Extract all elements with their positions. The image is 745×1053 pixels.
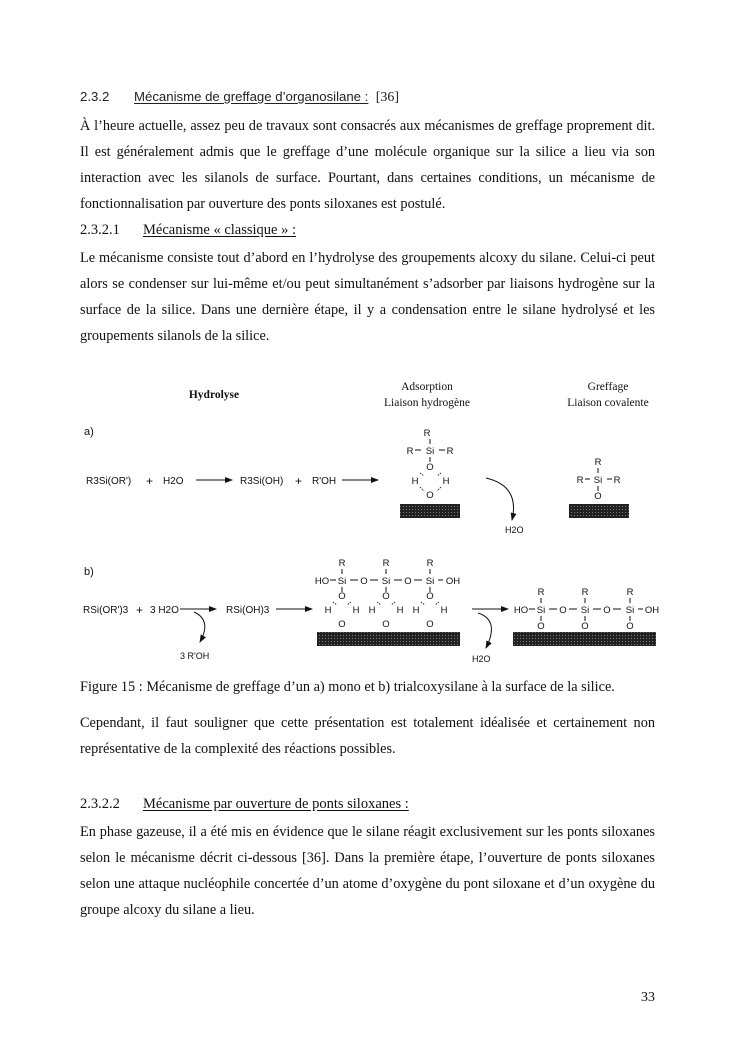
figure-caption: Figure 15 : Mécanisme de greffage d’un a) mono et b) trialcoxysilane à la surface de la silice.	[80, 679, 615, 695]
paragraph-siloxanes: En phase gazeuse, il a été mis en évidence que le silane réagit exclusivement sur les ponts siloxanes selon le mécanisme décrit ci-dessous [36]. Dans la première étape, l’ouverture de ponts siloxanes selon une attaque nucléophile concertée d’un atome d’oxygène du pont siloxane et d’un oxygène du groupe alcoxy du silane a lieu.	[80, 824, 655, 918]
row-a-plus-1: +	[146, 474, 154, 488]
svg-text:R: R	[537, 587, 545, 598]
svg-text:HO: HO	[513, 605, 529, 616]
svg-text:O: O	[559, 605, 567, 616]
citation-ref: [36]	[375, 90, 400, 105]
svg-text:O: O	[338, 619, 346, 630]
row-a-water: H2O	[163, 476, 184, 487]
svg-text:O: O	[426, 619, 434, 630]
svg-text:H: H	[412, 605, 420, 616]
row-b-silica-surface-1	[317, 632, 460, 646]
row-b-label: b)	[84, 566, 94, 578]
paragraph-intro: À l’heure actuelle, assez peu de travaux sont consacrés aux mécanismes de greffage proprement dit. Il est généralement admis que le greffage d’une molécule organique sur la silice a lieu via son interaction avec les silanols de surface. Pourtant, dans certaines conditions, un mécanisme de fonctionnalisation par ouverture des ponts siloxanes est postulé.	[80, 118, 655, 212]
row-b-silica-surface-2	[513, 632, 656, 646]
svg-text:R: R	[338, 558, 346, 569]
row-a-grafted-silane	[577, 457, 621, 502]
row-a-released-water: H2O	[505, 525, 524, 535]
svg-text:Si: Si	[381, 576, 391, 587]
svg-text:O: O	[603, 605, 611, 616]
svg-text:R: R	[426, 558, 434, 569]
page-number: 33	[641, 990, 655, 1005]
row-b-adsorbed-silanes	[315, 558, 460, 630]
row-b-grafted-silanes	[514, 587, 659, 632]
svg-text:H: H	[324, 605, 332, 616]
svg-text:O: O	[594, 491, 602, 502]
row-a-adsorbed-silane	[407, 428, 454, 501]
svg-text:Si: Si	[337, 576, 347, 587]
section-title: Mécanisme de greffage d’organosilane :	[134, 89, 369, 104]
svg-text:H: H	[442, 476, 450, 487]
row-b-released-alcohol: 3 R'OH	[180, 651, 210, 661]
svg-text:R: R	[626, 587, 634, 598]
row-b-product: RSi(OH)3	[226, 605, 270, 616]
header-adsorption: Adsorption	[401, 381, 453, 393]
svg-text:R: R	[382, 558, 390, 569]
subsection-title: Mécanisme « classique » :	[143, 222, 297, 238]
row-a-curved-arrow	[486, 478, 514, 520]
svg-text:R: R	[613, 475, 621, 486]
svg-text:Si: Si	[593, 475, 603, 486]
row-b-released-water: H2O	[472, 654, 491, 664]
svg-text:Si: Si	[425, 576, 435, 587]
svg-text:Si: Si	[580, 605, 590, 616]
svg-text:H: H	[440, 605, 448, 616]
row-a-plus-2: +	[295, 474, 303, 488]
svg-text:H: H	[411, 476, 419, 487]
section-heading-2-3-2	[80, 89, 399, 106]
svg-text:R: R	[423, 428, 431, 439]
svg-text:O: O	[426, 591, 434, 602]
subsection-number: 2.3.2.1	[80, 222, 120, 238]
svg-text:O: O	[537, 621, 545, 632]
row-a-silica-surface-2	[569, 504, 629, 518]
svg-text:H: H	[368, 605, 376, 616]
paragraph-classique: Le mécanisme consiste tout d’abord en l’hydrolyse des groupements alcoxy du silane. Celui-ci peut alors se condenser sur lui-même et/ou peut simultanément s’adsorber par liaisons hydrogène sur la surface de la silice. Dans une dernière étape, il y a condensation entre le silane hydrolysé et les groupements silanols de la silice.	[80, 250, 655, 344]
svg-text:H: H	[352, 605, 360, 616]
header-liaison-covalente: Liaison covalente	[567, 397, 649, 409]
header-hydrolyse: Hydrolyse	[188, 389, 240, 401]
header-liaison-hydrogene: Liaison hydrogène	[384, 397, 470, 409]
svg-text:O: O	[360, 576, 368, 587]
row-a-label: a)	[84, 426, 94, 438]
svg-text:R: R	[594, 457, 602, 468]
row-a-reactant: R3Si(OR')	[86, 476, 132, 487]
svg-text:R: R	[406, 446, 414, 457]
header-greffage: Greffage	[587, 381, 629, 393]
svg-text:O: O	[404, 576, 412, 587]
svg-text:Si: Si	[536, 605, 546, 616]
svg-text:O: O	[426, 462, 434, 473]
svg-text:O: O	[626, 621, 634, 632]
subsection-title: Mécanisme par ouverture de ponts siloxanes :	[143, 796, 409, 812]
row-a-product: R3Si(OH)	[240, 476, 284, 487]
svg-text:O: O	[338, 591, 346, 602]
svg-text:O: O	[382, 619, 390, 630]
svg-text:HO: HO	[314, 576, 330, 587]
row-b-plus-1: +	[136, 603, 144, 617]
svg-text:R: R	[446, 446, 454, 457]
svg-text:R: R	[576, 475, 584, 486]
row-b-curved-arrow-2	[478, 613, 491, 648]
svg-text:O: O	[426, 490, 434, 501]
section-heading-2-3-2-2	[80, 796, 409, 813]
row-b-reactant: RSi(OR')3	[83, 605, 129, 616]
svg-text:Si: Si	[625, 605, 635, 616]
row-a-silica-surface-1	[400, 504, 460, 518]
svg-text:OH: OH	[644, 605, 660, 616]
svg-text:H: H	[396, 605, 404, 616]
svg-text:O: O	[581, 621, 589, 632]
row-b-water: 3 H2O	[150, 605, 179, 616]
paragraph-cependant: Cependant, il faut souligner que cette présentation est totalement idéalisée et certainement non représentative de la complexité des réactions possibles.	[80, 715, 655, 757]
grafting-mechanism-figure	[0, 370, 745, 670]
subsection-number: 2.3.2.2	[80, 796, 120, 812]
section-number: 2.3.2	[80, 89, 110, 104]
svg-text:OH: OH	[445, 576, 461, 587]
svg-text:R: R	[581, 587, 589, 598]
section-heading-2-3-2-1	[80, 222, 296, 239]
svg-text:Si: Si	[425, 446, 435, 457]
row-b-curved-arrow-1	[194, 612, 205, 642]
row-a-alcohol: R'OH	[312, 476, 337, 487]
svg-text:O: O	[382, 591, 390, 602]
